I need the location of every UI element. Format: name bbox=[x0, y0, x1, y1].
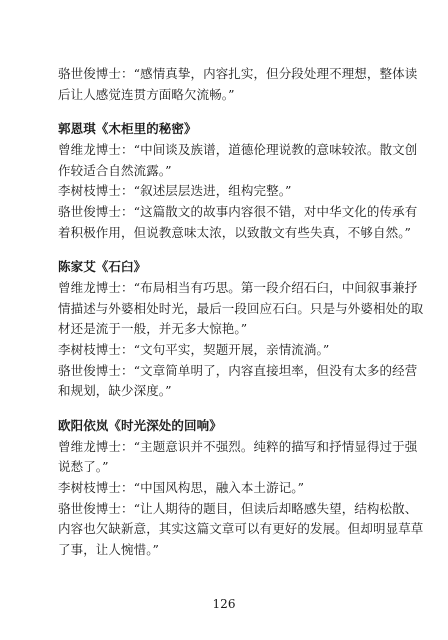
comment-line: 曾维龙博士：“主题意识并不强烈。纯粹的描写和抒情显得过于强 bbox=[58, 438, 418, 454]
comment-line: 李树枝博士：“文句平实，契题开展，亲情流淌。” bbox=[58, 342, 330, 357]
essay-title: 陈家艾《石臼》 bbox=[58, 259, 147, 275]
essay-title: 欧阳依岚《时光深处的回响》 bbox=[58, 417, 222, 433]
comment-line: 曾维龙博士：“布局相当有巧思。第一段介绍石臼，中间叙事兼抒 bbox=[58, 280, 418, 296]
comment-line: 材还是流于一般，并无多大惊艳。” bbox=[58, 321, 248, 337]
comment-line: 说愁了。” bbox=[58, 459, 109, 475]
comment-line: 后让人感觉连贯方面略欠流畅。” bbox=[58, 86, 235, 102]
page-number: 126 bbox=[212, 597, 236, 611]
comment-line: 作较适合自然流露。” bbox=[58, 162, 172, 178]
comment-line: 李树枝博士：“中国风构思，融入本土游记。” bbox=[58, 480, 305, 495]
comment-line: 了事，让人惋惜。” bbox=[58, 541, 160, 557]
comment-line: 李树枝博士：“叙述层层迭进，组构完整。” bbox=[58, 183, 292, 199]
comment-line: 骆世俊博士：“文章简单明了，内容直接坦率，但没有太多的经营 bbox=[58, 362, 418, 378]
comment-line: 骆世俊博士：“这篇散文的故事内容很不错，对中华文化的传承有 bbox=[58, 204, 418, 219]
comment-line: 骆世俊博士：“让人期待的题目，但读后却略感失望，结构松散、 bbox=[58, 500, 418, 516]
comment-line: 曾维龙博士：“中间谈及族谱，道德伦理说教的意味较浓。散文创 bbox=[58, 142, 418, 158]
comment-line: 情描述与外婆相处时光，最后一段回应石臼。只是与外婆相处的取 bbox=[58, 300, 424, 316]
essay-title: 郭恩琪《木柜里的秘密》 bbox=[58, 121, 197, 137]
comment-line: 骆世俊博士：“感情真挚，内容扎实，但分段处理不理想，整体读 bbox=[58, 66, 418, 81]
comment-line: 着积极作用，但说教意味太浓，以致散文有些失真，不够自然。” bbox=[58, 224, 412, 240]
comment-line: 和规划，缺少深度。” bbox=[58, 383, 172, 399]
comment-line: 内容也欠缺新意，其实这篇文章可以有更好的发展。但却明显草草 bbox=[58, 521, 424, 537]
